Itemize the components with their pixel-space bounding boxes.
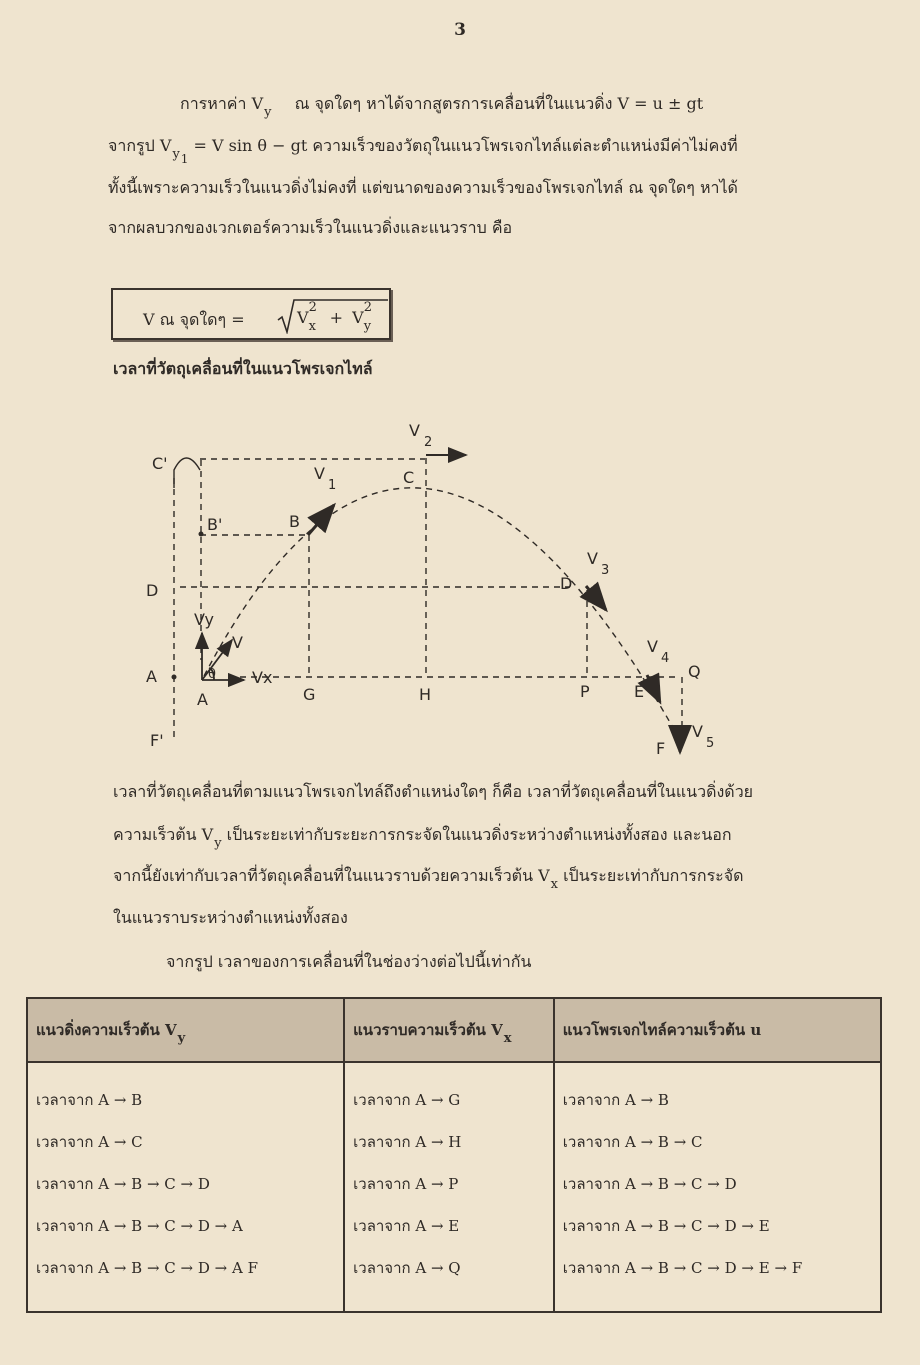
para1-line3: ทั้งนี้เพราะความเร็วในแนวดิ่งไม่คงที่ แต่ขนาดของความเร็วของโพรเจกไทล์ ณ จุดใดๆ หาได้: [108, 178, 738, 197]
para2-line2-text-a: ความเร็วต้น V: [113, 825, 214, 844]
para1-line1-text-b: ณ จุดใดๆ หาได้จากสูตรการเคลื่อนที่ในแนวดิ่ง V = u ± gt: [294, 94, 704, 113]
formula-lhs: V ณ จุดใดๆ =: [143, 310, 245, 329]
header-projectile-text: แนวโพรเจกไทล์ความเร็วต้น u: [562, 1021, 762, 1039]
formula-vy-sup: 2: [363, 300, 372, 315]
para2-line3-text-a: จากนี้ยังเท่ากับเวลาที่วัตถุเคลื่อนที่ในแนวราบด้วยความเร็วต้น V: [113, 866, 550, 885]
label-v2-sub: 2: [424, 435, 433, 450]
label-p: P: [580, 682, 590, 701]
header-vertical-text: แนวดิ่งความเร็วต้น V: [36, 1021, 177, 1039]
label-d-left: D: [146, 581, 159, 600]
table-row: [27, 1163, 881, 1205]
label-v: V: [232, 633, 243, 652]
label-vx: Vx: [252, 668, 273, 687]
table-cell: เวลาจาก A → H: [344, 1121, 554, 1163]
label-e: E: [634, 682, 645, 701]
para2-line5: จากรูป เวลาของการเคลื่อนที่ในช่องว่างต่อไปนี้เท่ากัน: [166, 952, 532, 971]
table-cell: เวลาจาก A → B → C → D → A F: [27, 1247, 344, 1312]
label-h: H: [419, 685, 432, 704]
label-f-prime: F': [150, 731, 164, 750]
table-cell: เวลาจาก A → G: [344, 1062, 554, 1121]
label-v3: V: [587, 549, 598, 568]
label-a: A: [197, 690, 208, 709]
para2-line2-text-b: เป็นระยะเท่ากับระยะการกระจัดในแนวดิ่งระหว่างตำแหน่งทั้งสอง และนอก: [221, 825, 732, 844]
c-prime-arch: [174, 458, 200, 488]
table-header-row: [27, 998, 881, 1062]
label-v5: V: [692, 722, 703, 741]
v3-arrow: [586, 586, 606, 610]
table-cell: เวลาจาก A → E: [344, 1205, 554, 1247]
header-horizontal: [344, 998, 554, 1062]
table-cell: เวลาจาก A → B: [27, 1062, 344, 1121]
label-v3-sub: 3: [601, 563, 610, 578]
table-cell: เวลาจาก A → B → C → D → E → F: [554, 1247, 881, 1312]
label-g: G: [303, 685, 316, 704]
page-number: 3: [454, 20, 466, 40]
header-vertical: [27, 998, 344, 1062]
para2-line2: [113, 823, 732, 851]
section-heading: เวลาที่วัตถุเคลื่อนที่ในแนวโพรเจกไทล์: [113, 359, 373, 378]
para2-line3: [113, 864, 744, 892]
v-arrow: [202, 640, 232, 680]
table-cell: เวลาจาก A → P: [344, 1163, 554, 1205]
table-row: [27, 1247, 881, 1312]
formula-vx-sub: x: [308, 319, 316, 334]
label-f: F: [656, 739, 666, 758]
table-cell: เวลาจาก A → Q: [344, 1247, 554, 1312]
label-v4-sub: 4: [661, 651, 670, 666]
label-v2: V: [409, 421, 420, 440]
para2-line3-text-b: เป็นระยะเท่ากับการกระจัด: [557, 866, 744, 885]
header-projectile: [554, 998, 881, 1062]
formula-vx: V: [297, 308, 309, 327]
label-c: C: [403, 468, 415, 487]
table-row: [27, 1205, 881, 1247]
para2-line2-sub: y: [214, 836, 222, 851]
label-a-left: A: [146, 667, 157, 686]
header-horizontal-text: แนวราบความเร็วต้น V: [353, 1021, 503, 1039]
label-v5-sub: 5: [706, 736, 715, 751]
label-q: Q: [688, 662, 701, 681]
table-row: [27, 1062, 881, 1121]
header-vertical-sub: y: [177, 1031, 186, 1046]
header-horizontal-sub: x: [503, 1031, 512, 1046]
table-cell: เวลาจาก A → B → C → D: [554, 1163, 881, 1205]
table-cell: เวลาจาก A → B → C: [554, 1121, 881, 1163]
table-row: [27, 1121, 881, 1163]
label-vy: Vy: [194, 610, 214, 629]
label-c-prime: C': [152, 454, 168, 473]
para1-line2-text-a: จากรูป V: [108, 136, 172, 155]
para1-line2-sub2: 1: [180, 152, 189, 166]
table-cell: เวลาจาก A → B: [554, 1062, 881, 1121]
table-cell: เวลาจาก A → C: [27, 1121, 344, 1163]
para1-line2-sub1: y: [172, 147, 180, 162]
label-v4: V: [647, 637, 658, 656]
para2-line3-sub: x: [550, 877, 558, 892]
table-cell: เวลาจาก A → B → C → D → A: [27, 1205, 344, 1247]
para2-line1: เวลาที่วัตถุเคลื่อนที่ตามแนวโพรเจกไทล์ถึงตำแหน่งใดๆ ก็คือ เวลาที่วัตถุเคลื่อนที่ในแนวดิ่งด้วย: [113, 782, 754, 801]
formula-plus: +: [329, 308, 344, 327]
time-table: [26, 997, 882, 1313]
trajectory-path: [204, 488, 680, 740]
para1-line4: จากผลบวกของเวกเตอร์ความเร็วในแนวดิ่งและแนวราบ คือ: [108, 218, 513, 237]
v1-arrow: [308, 505, 334, 535]
label-b-prime: B': [207, 515, 223, 534]
label-d-right: D: [560, 574, 573, 593]
para1-line1-sub: y: [264, 105, 272, 120]
label-theta: θ: [208, 667, 216, 682]
para1-line1-text-a: การหาค่า V: [180, 94, 264, 113]
para2-line4: ในแนวราบระหว่างตำแหน่งทั้งสอง: [113, 908, 348, 927]
formula-vy-sub: y: [363, 319, 372, 334]
label-b: B: [289, 512, 300, 531]
table-cell: เวลาจาก A → B → C → D → E: [554, 1205, 881, 1247]
formula-vy: V: [352, 308, 364, 327]
para1-line2-text-b: = V sin θ − gt ความเร็วของวัตถุในแนวโพรเจกไทล์แต่ละตำแหน่งมีค่าไม่คงที่: [188, 136, 738, 155]
label-v1-sub: 1: [328, 478, 337, 493]
table-cell: เวลาจาก A → B → C → D: [27, 1163, 344, 1205]
formula-vx-sup: 2: [308, 300, 317, 315]
label-v1: V: [314, 464, 325, 483]
